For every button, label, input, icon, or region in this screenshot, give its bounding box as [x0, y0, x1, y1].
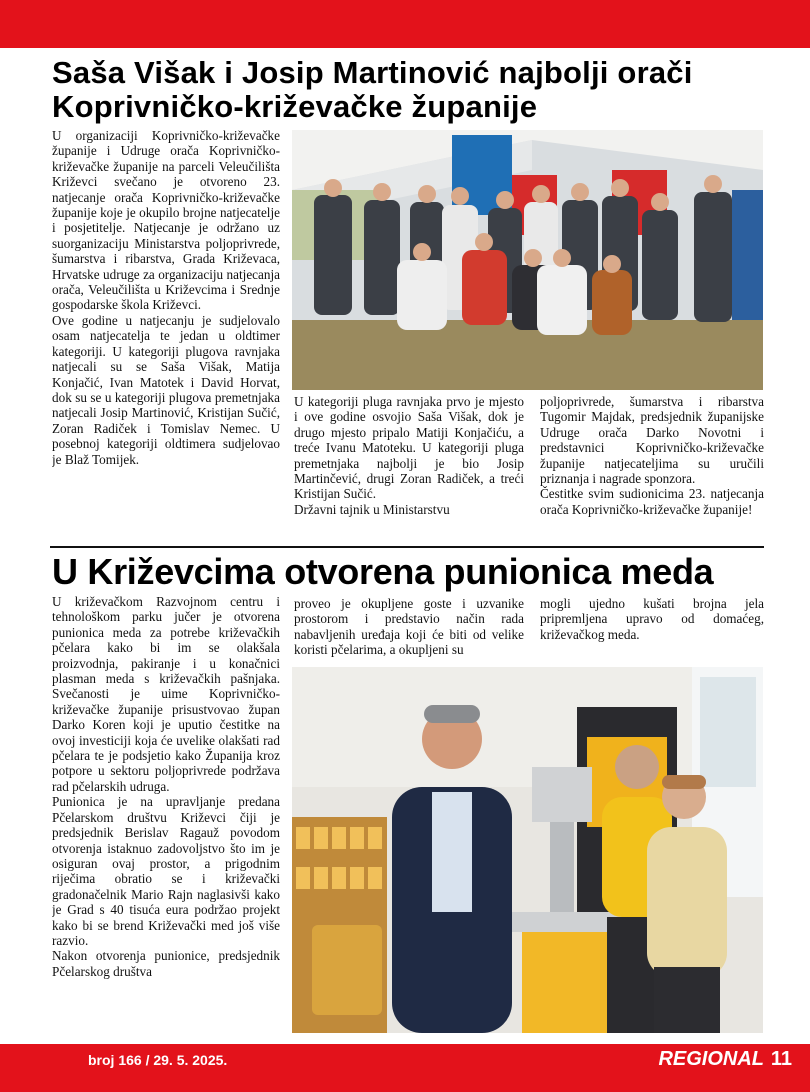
article1-headline: Saša Višak i Josip Martinović najbolji orači Koprivničko-križevačke županije — [52, 55, 693, 124]
article2-paragraph: U križevačkom Razvojnom centru i tehnološkom parku jučer je otvorena punionica meda za potrebe križevačkih pčelara kako bi im se olakšala proizvodnja, pakiranje i u konačnici plasman meda s križevačkih pašnjaka. Svečanosti je uime Koprivničko-križevačke županije prisustvovao župan Darko Koren koji je uputio čestitke na ovoj investiciji koja će uvelike olakšati rad pčelara te je podsjetio kako Županija kroz potpore u sektoru poljoprivrede podržava rad pčelarskih udruga. — [52, 594, 280, 794]
article2-paragraph: Punionica je na upravljanje predana Pčelarskom društvu Križevci čiji je predsjednik Berislav Ragauž povodom otvorenja istaknuo zadovoljstvo što im je osiguran ovaj prostor, a prigodnim riječima obratio se i križevački gradonačelnik Mario Rajn naglasivši kako je Grad s 40 tisuća eura podržao projekt kako bi se brend Križevački med još više razvio. — [52, 794, 280, 948]
article1-paragraph: Čestitke svim sudionicima 23. natjecanja orača Koprivničko-križevačke županije! — [540, 486, 764, 517]
article1-paragraph: Državni tajnik u Ministarstvu — [294, 501, 450, 517]
article2-column-3 — [540, 596, 764, 662]
article2-headline: U Križevcima otvorena punionica meda — [52, 551, 714, 592]
article2-paragraph: Nakon otvorenja punionice, predsjednik Pčelarskog društva — [52, 948, 280, 979]
article1-paragraph: Ove godine u natjecanju je sudjelovalo osam natjecatelja te jedan u oldtimer kategoriji. U kategoriji plugova ravnjaka natjecali su se Saša Višak, Matija Konjačić, Ivan Matotek i David Horvat, dok su se u kategoriji plugova premetnjaka natjecali Josip Martinović, Kristijan Sučić, Zoran Radiček i Tomislav Nemec. U posebnoj kategoriji oldtimera sudjelovao je Blaž Tomijek. — [52, 312, 280, 467]
article1-paragraph: U organizaciji Koprivničko-križevačke županije i Udruge orača Koprivničko-križevačke županije na parceli Veleučilišta Križevci svečano je otvoreno 23. natjecanje orača Koprivničko-križevačke županije koje je okupilo brojne natjecatelje i posjetitelje. Natjecanje je održano uz suorganizaciju Ministarstva poljoprivrede, šumarstva i ribarstva, Grada Križevaca, Hrvatske udruge za organizaciju natjecanja orača, Veleučilišta u Križevcima i Srednje gospodarske škola Križevci. — [52, 128, 280, 313]
honey-bottling-opening-photo — [292, 667, 763, 1033]
article1-paragraph: U kategoriji pluga ravnjaka prvo je mjesto i ove godine osvojio Saša Višak, dok je drugo mjesto pripalo Matiji Konjačiću, a treće Ivanu Matoteku. U kategoriji pluga premetnjaka najbolji je bio Josip Martinčević, drugi Zoran Radiček, a treći Kristijan Sučić. — [294, 394, 524, 502]
issue-date: broj 166 / 29. 5. 2025. — [88, 1052, 228, 1068]
article1-column-1 — [52, 128, 280, 542]
section-divider — [50, 546, 764, 548]
publication-logo: REGIONAL — [658, 1048, 764, 1070]
article1-column-2 — [294, 394, 524, 542]
article2-paragraph: mogli ujedno kušati brojna jela pripremljena upravo od domaćeg, križevačkog meda. — [540, 596, 764, 642]
article2-paragraph: proveo je okupljene goste i uzvanike prostorom i predstavio način rada nabavljenih uređaja koji će biti od velike koristi pčelarima, a okupljeni su — [294, 596, 524, 658]
article1-paragraph: poljoprivrede, šumarstva i ribarstva Tugomir Majdak, predsjednik županijske Udruge orača Darko Novotni i predstavnici Koprivničko-križevačke županije natjecateljima su uručili priznanja i nagrade sponzora. — [540, 394, 764, 487]
page-number: 11 — [770, 1048, 792, 1070]
article2-column-1 — [52, 594, 280, 1030]
top-red-bar — [0, 0, 810, 48]
article1-column-3 — [540, 394, 764, 542]
article2-column-2 — [294, 596, 524, 662]
ploughing-competition-group-photo — [292, 130, 763, 390]
